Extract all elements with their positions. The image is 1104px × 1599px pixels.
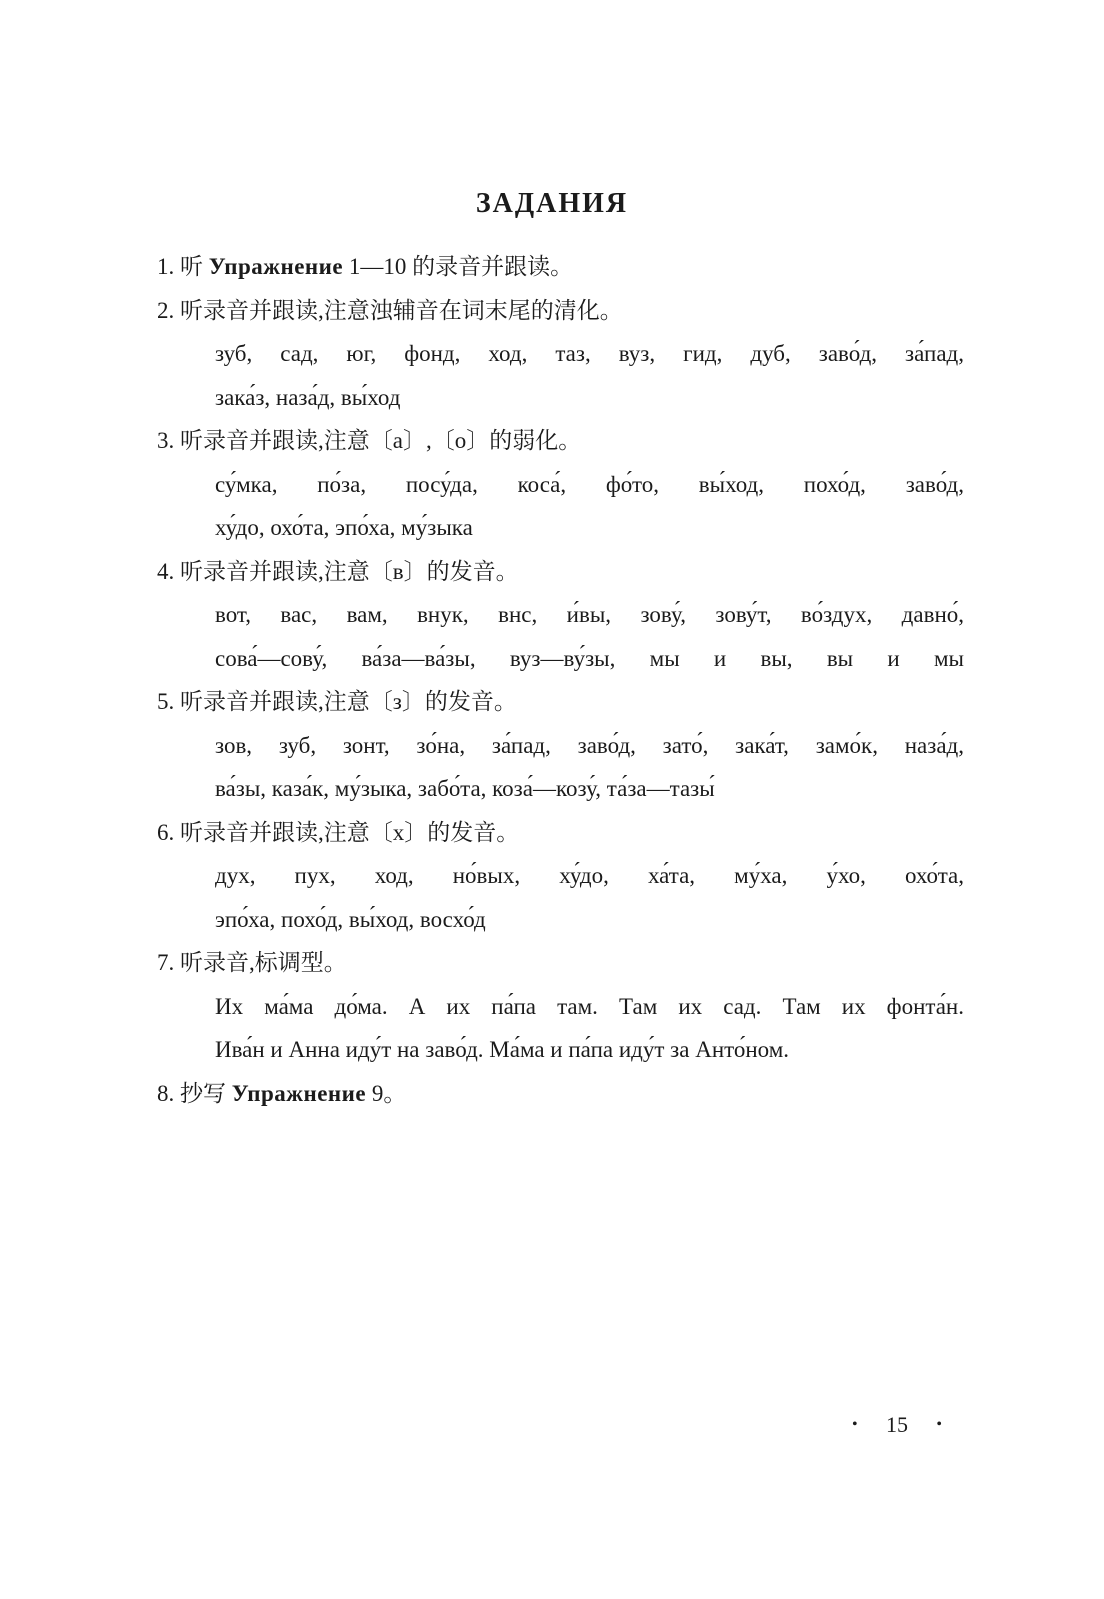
exercise-item-8-heading	[157, 1072, 964, 1116]
item-2-text: 2. 听录音并跟读,注意浊辅音在词末尾的清化。	[157, 297, 623, 323]
item-3-text: 3. 听录音并跟读,注意〔a〕,〔o〕的弱化。	[157, 428, 582, 453]
item-7-text: 7. 听录音,标调型。	[157, 950, 347, 975]
item-5-words-line-2: ва́зы, каза́к, му́зыка, забо́та, коза́—козу́, та́за—тазы́	[215, 776, 715, 801]
item-5-text: 5. 听录音并跟读,注意〔з〕的发音。	[157, 689, 517, 714]
page-number: 15	[886, 1412, 908, 1437]
item-1-text-after: 1—10 的录音并跟读。	[343, 254, 574, 279]
item-4-text: 4. 听录音并跟读,注意〔в〕的发音。	[157, 558, 519, 584]
item-3-words-line-1: су́мка, по́за, посу́да, коса́, фо́то, вы́ход, похо́д, заво́д,	[215, 471, 964, 497]
item-3-words-line-2: ху́до, охо́та, эпо́ха, му́зыка	[215, 515, 473, 540]
page-title: ЗАДАНИЯ	[475, 188, 629, 219]
item-7-sentence-line-1: Их ма́ма до́ма. А их па́па там. Там их сад. Там их фонта́н.	[215, 993, 964, 1019]
item-7-sentence-line-2: Ива́н и Анна иду́т на заво́д. Ма́ма и па́па иду́т за Анто́ном.	[215, 1037, 790, 1062]
footer-bullet-right: •	[936, 1416, 942, 1433]
item-2-words-line-1: зуб, сад, юг, фонд, ход, таз, вуз, гид, дуб, заво́д, за́пад,	[215, 341, 964, 366]
item-6-words-line-1: дух, пух, ход, но́вых, ху́до, ха́та, му́ха, у́хо, охо́та,	[215, 863, 964, 888]
exercise-item-2-heading	[157, 289, 964, 333]
item-1-bold-word: Упражнение	[208, 254, 344, 279]
exercise-item-5-heading	[157, 680, 964, 724]
item-4-words-line-1: вот, вас, вам, внук, внс, и́вы, зову́, зову́т, во́здух, давно́,	[215, 602, 964, 627]
item-5-words-line-1: зов, зуб, зонт, зо́на, за́пад, заво́д, зато́, зака́т, замо́к, наза́д,	[215, 732, 964, 758]
item-4-words-line-2: сова́—сову́, ва́за—ва́зы, вуз—ву́зы, мы и вы, вы и мы	[215, 645, 964, 671]
exercise-item-3-heading	[157, 419, 964, 463]
item-2-words-line-2: зака́з, наза́д, вы́ход	[215, 384, 401, 410]
page-footer	[852, 1412, 942, 1438]
exercise-item-4-heading	[157, 550, 964, 594]
item-8-text: 8. 抄写	[157, 1080, 232, 1106]
item-8-bold-word: Упражнение	[231, 1080, 367, 1106]
item-6-text: 6. 听录音并跟读,注意〔x〕的发音。	[157, 819, 520, 845]
item-1-text: 1. 听	[157, 254, 209, 279]
exercise-list	[157, 245, 964, 1115]
exercise-item-7-heading	[157, 941, 964, 985]
exercise-item-1-heading	[157, 245, 964, 289]
item-8-text-after: 9。	[366, 1080, 407, 1106]
footer-bullet-left: •	[852, 1416, 858, 1433]
exercise-item-6-heading	[157, 811, 964, 855]
item-6-words-line-2: эпо́ха, похо́д, вы́ход, восхо́д	[215, 906, 486, 932]
